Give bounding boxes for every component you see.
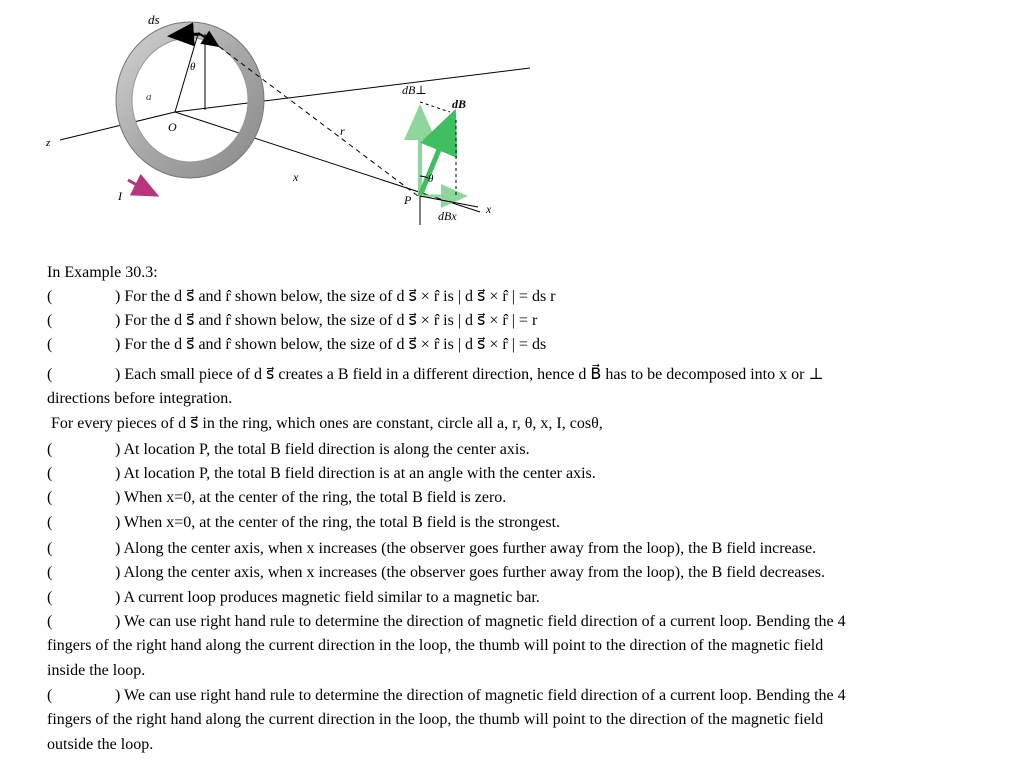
x-axis-extension — [420, 196, 478, 207]
statement-3: ( ) For the d s⃗ and r̂ shown below, the size of d s⃗ × r̂ is | d s⃗ × r̂ | = ds — [47, 336, 547, 353]
dB-vector-arrow — [420, 118, 452, 196]
z-label: z — [46, 137, 51, 149]
statement-12-cont2: inside the loop. — [47, 662, 146, 679]
dashed-perp-guide — [420, 102, 450, 112]
statement-9: ( ) Along the center axis, when x increases (the observer goes further away from the loop), the B field increase. — [47, 540, 817, 557]
statement-8: ( ) When x=0, at the center of the ring, the total B field is the strongest. — [47, 514, 561, 531]
current-arrow — [128, 180, 154, 194]
statement-4: ( ) Each small piece of d s⃗ creates a B field in a different direction, hence d B⃗ has to be decomposed into x or ⊥ — [47, 366, 824, 383]
statement-6: ( ) At location P, the total B field direction is at an angle with the center axis. — [47, 465, 596, 482]
ds-label: ds — [148, 12, 160, 27]
x-right-label: x — [486, 202, 492, 216]
r-dashed-line — [205, 36, 418, 196]
statement-13: ( ) We can use right hand rule to determine the direction of magnetic field direction of a current loop. Bending the 4 — [47, 687, 846, 704]
back-axis-line — [175, 68, 530, 112]
statement-1: ( ) For the d s⃗ and r̂ shown below, the size of d s⃗ × r̂ is | d s⃗ × r̂ | = ds r — [47, 288, 556, 305]
statement-10: ( ) Along the center axis, when x increases (the observer goes further away from the loop), the B field decreases. — [47, 564, 825, 581]
statement-13-cont2: outside the loop. — [47, 736, 154, 753]
statement-12: ( ) We can use right hand rule to determine the direction of magnetic field direction of a current loop. Bending the 4 — [47, 613, 846, 630]
theta-top-label: θ — [190, 61, 196, 73]
x-axis-label: x — [293, 170, 299, 184]
dB-perp-label: dB⊥ — [402, 83, 427, 97]
statement-7: ( ) When x=0, at the center of the ring, the total B field is zero. — [47, 489, 507, 506]
r-label: r — [340, 124, 345, 138]
statement-12-cont1: fingers of the right hand along the current direction in the loop, the thumb will point to the direction of the magnetic field — [47, 637, 824, 654]
question-constants: For every pieces of d s⃗ in the ring, which ones are constant, circle all a, r, θ, x, I, cosθ, — [51, 415, 603, 432]
example-title: In Example 30.3: — [47, 264, 158, 281]
radius-line — [175, 34, 198, 112]
theta-field-label: θ — [428, 173, 434, 185]
statement-2: ( ) For the d s⃗ and r̂ shown below, the size of d s⃗ × r̂ is | d s⃗ × r̂ | = r — [47, 312, 538, 329]
P-label: P — [404, 193, 412, 207]
r-hat-label: r̂ — [207, 30, 212, 44]
statement-11: ( ) A current loop produces magnetic field similar to a magnetic bar. — [47, 589, 540, 606]
O-label: O — [168, 120, 177, 134]
statement-5: ( ) At location P, the total B field direction is along the center axis. — [47, 441, 530, 458]
current-loop-ring — [124, 30, 256, 170]
statement-13-cont1: fingers of the right hand along the current direction in the loop, the thumb will point to the direction of the magnetic field — [47, 711, 824, 728]
dB-vector-label: dB — [452, 97, 467, 111]
current-loop-figure — [0, 0, 1024, 260]
statement-4-cont: directions before integration. — [47, 390, 233, 407]
a-label: a — [146, 91, 152, 103]
dBx-label: dBx — [438, 209, 457, 223]
ds-arrow — [170, 34, 200, 36]
I-label: I — [118, 189, 122, 203]
